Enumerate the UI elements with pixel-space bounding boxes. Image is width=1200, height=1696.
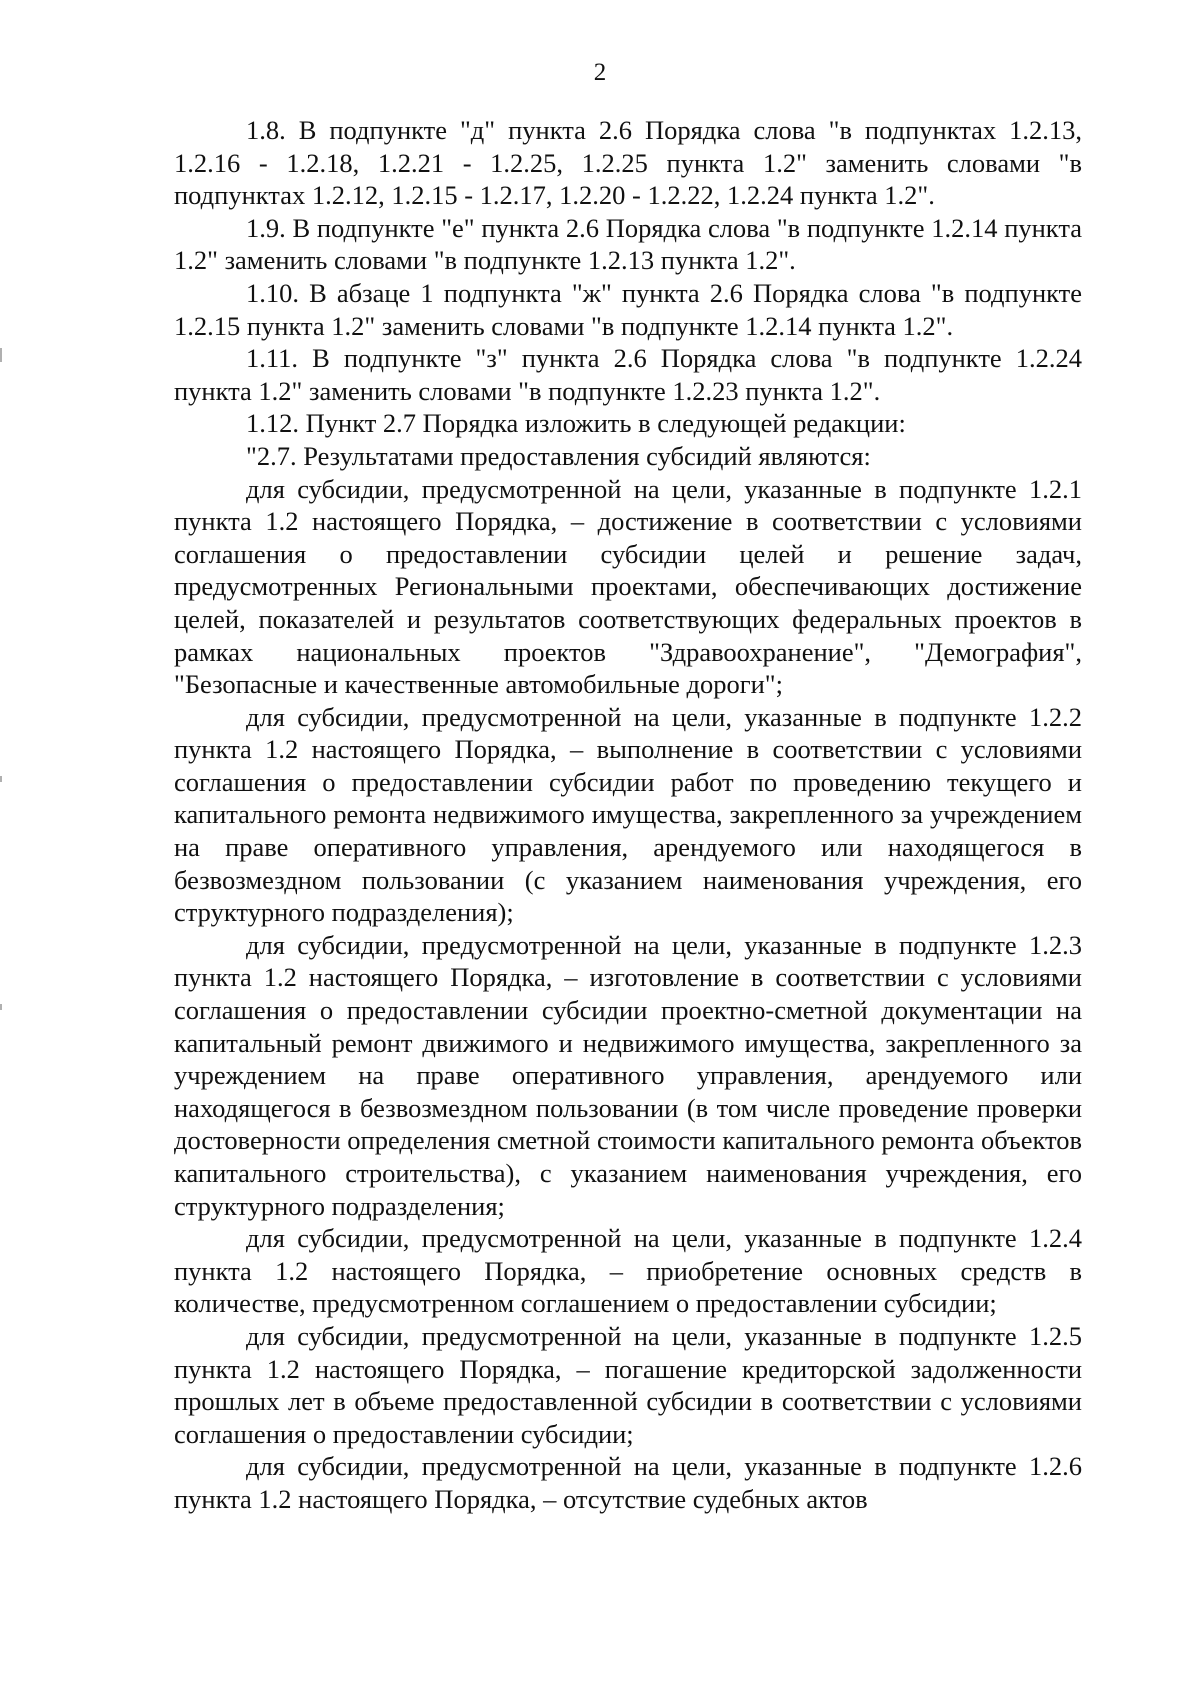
paragraph-result-1-2-6: для субсидии, предусмотренной на цели, указанные в подпункте 1.2.6 пункта 1.2 настоящего Порядка, – отсутствие судебных актов — [174, 1451, 1082, 1514]
paragraph-1-9: 1.9. В подпункте "е" пункта 2.6 Порядка слова "в подпункте 1.2.14 пункта 1.2" заменить словами "в подпункте 1.2.13 пункта 1.2". — [174, 212, 1082, 276]
paragraph-result-1-2-1: для субсидии, предусмотренной на цели, указанные в подпункте 1.2.1 пункта 1.2 настоящего Порядка, – достижение в соответствии с условиями соглашения о предоставлении субсидии целей и решение задач, предусмотренных Региональными проектами, обеспечивающих достижение целей, показателей и результатов соответствующих федеральных проектов в рамках национальных проектов "Здравоохранение", "Демография", "Безопасные и качественные автомобильные дороги"; — [174, 473, 1082, 700]
scan-edge-mark — [0, 348, 2, 362]
paragraph-1-12: 1.12. Пункт 2.7 Порядка изложить в следующей редакции: — [246, 408, 906, 439]
scan-edge-mark — [0, 776, 2, 782]
page-number: 2 — [593, 59, 607, 86]
document-body — [174, 114, 1082, 1516]
paragraph-1-11: 1.11. В подпункте "з" пункта 2.6 Порядка слова "в подпункте 1.2.24 пункта 1.2" заменить словами "в подпункте 1.2.23 пункта 1.2". — [174, 343, 1082, 406]
paragraph-result-1-2-2: для субсидии, предусмотренной на цели, указанные в подпункте 1.2.2 пункта 1.2 настоящего Порядка, – выполнение в соответствии с условиями соглашения о предоставлении субсидии работ по проведению текущего и капитального ремонта недвижимого имущества, закрепленного за учреждением на праве оперативного управления, арендуемого или находящегося в безвозмездном пользовании (с указанием наименования учреждения, его структурного подразделения); — [174, 701, 1082, 928]
paragraph-result-1-2-3: для субсидии, предусмотренной на цели, указанные в подпункте 1.2.3 пункта 1.2 настоящего Порядка, – изготовление в соответствии с условиями соглашения о предоставлении субсидии проектно-сметной документации на капитальный ремонт движимого и недвижимого имущества, закрепленного за учреждением на праве оперативного управления, арендуемого или находящегося в безвозмездном пользовании (в том числе проведение проверки достоверности определения сметной стоимости капитального ремонта объектов капитального строительства), с указанием наименования учреждения, его структурного подразделения; — [174, 929, 1082, 1221]
paragraph-1-10: 1.10. В абзаце 1 подпункта "ж" пункта 2.6 Порядка слова "в подпункте 1.2.15 пункта 1.2" заменить словами "в подпункте 1.2.14 пункта 1.2". — [174, 277, 1082, 341]
paragraph-result-1-2-4: для субсидии, предусмотренной на цели, указанные в подпункте 1.2.4 пункта 1.2 настоящего Порядка, – приобретение основных средств в количестве, предусмотренном соглашением о предоставлении субсидии; — [174, 1223, 1082, 1319]
scan-edge-mark — [0, 1004, 2, 1010]
paragraph-2-7-heading: "2.7. Результатами предоставления субсидий являются: — [246, 440, 871, 471]
paragraph-result-1-2-5: для субсидии, предусмотренной на цели, указанные в подпункте 1.2.5 пункта 1.2 настоящего Порядка, – погашение кредиторской задолженности прошлых лет в объеме предоставленной субсидии в соответствии с условиями соглашения о предоставлении субсидии; — [174, 1320, 1082, 1449]
paragraph-1-8: 1.8. В подпункте "д" пункта 2.6 Порядка слова "в подпунктах 1.2.13, 1.2.16 - 1.2.18, 1.2.21 - 1.2.25, 1.2.25 пункта 1.2" заменить словами "в подпунктах 1.2.12, 1.2.15 - 1.2.17, 1.2.20 - 1.2.22, 1.2.24 пункта 1.2". — [174, 115, 1082, 211]
